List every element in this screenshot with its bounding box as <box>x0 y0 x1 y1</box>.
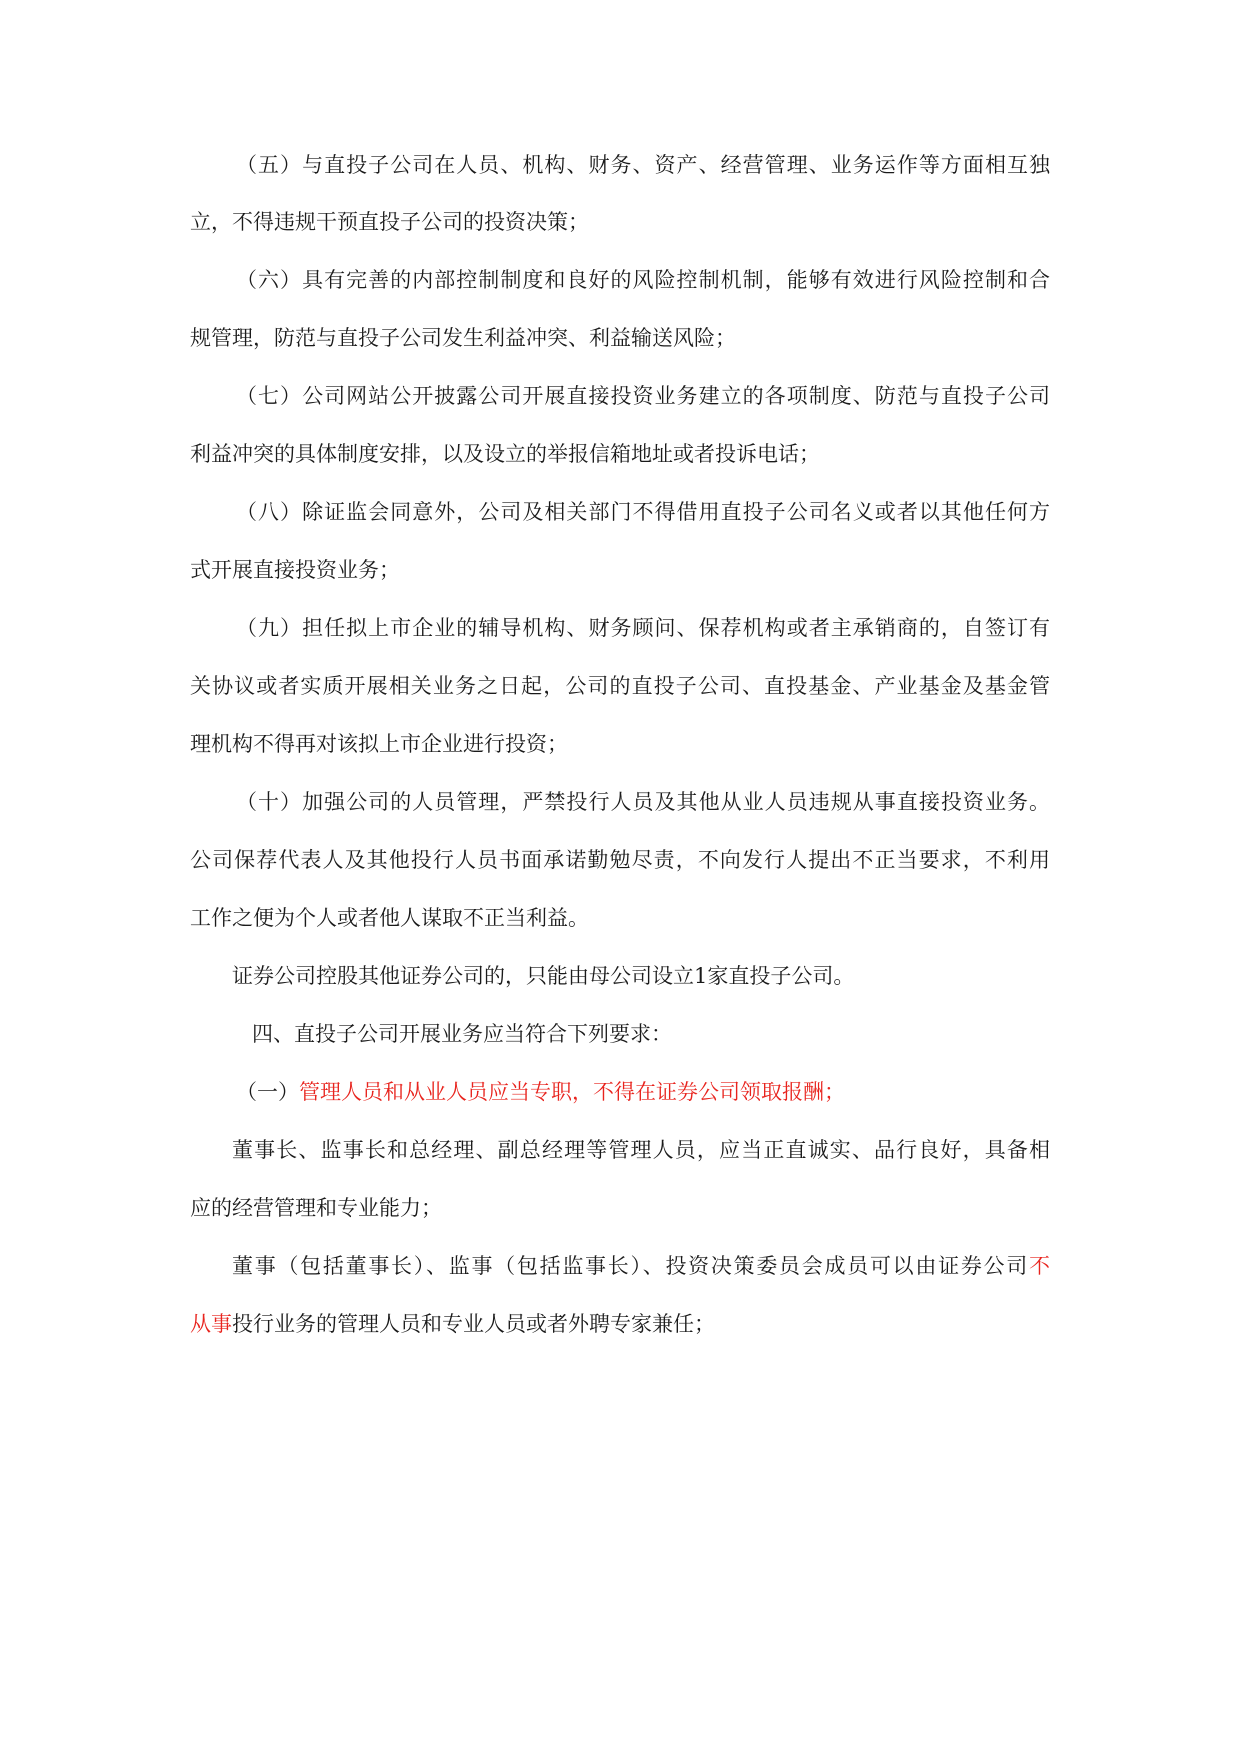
requirement-1 <box>236 1079 1050 1105</box>
managers-line-2: 应的经营管理和专业能力； <box>190 1196 442 1220</box>
item-5-line-2: 立，不得违规干预直投子公司的投资决策； <box>190 210 589 234</box>
item-8-line-1: （八）除证监会同意外，公司及相关部门不得借用直投子公司名义或者以其他任何方 <box>236 500 1050 524</box>
requirement-1-prefix: （一） <box>236 1080 299 1104</box>
directors-line-2-highlight: 从事 <box>190 1312 232 1336</box>
requirement-1-highlight: 管理人员和从业人员应当专职，不得在证券公司领取报酬； <box>299 1080 845 1104</box>
directors-line-1-highlight: 不 <box>1029 1254 1050 1278</box>
item-9-line-2: 关协议或者实质开展相关业务之日起，公司的直投子公司、直投基金、产业基金及基金管 <box>190 674 1050 698</box>
item-10-line-1: （十）加强公司的人员管理，严禁投行人员及其他从业人员违规从事直接投资业务。 <box>236 790 1050 814</box>
directors-line-2-text: 投行业务的管理人员和专业人员或者外聘专家兼任； <box>232 1312 715 1336</box>
managers-line-1: 董事长、监事长和总经理、副总经理等管理人员，应当正直诚实、品行良好，具备相 <box>232 1138 1050 1162</box>
directors-line-1-text: 董事（包括董事长）、监事（包括监事长）、投资决策委员会成员可以由证券公司 <box>232 1254 1029 1278</box>
item-9-line-3: 理机构不得再对该拟上市企业进行投资； <box>190 732 568 756</box>
item-9-line-1: （九）担任拟上市企业的辅导机构、财务顾问、保荐机构或者主承销商的，自签订有 <box>236 616 1050 640</box>
item-7-line-1: （七）公司网站公开披露公司开展直接投资业务建立的各项制度、防范与直投子公司 <box>236 384 1050 408</box>
item-5-line-1: （五）与直投子公司在人员、机构、财务、资产、经营管理、业务运作等方面相互独 <box>236 153 1050 177</box>
item-8-line-2: 式开展直接投资业务； <box>190 558 400 582</box>
holding-note: 证券公司控股其他证券公司的，只能由母公司设立1家直投子公司。 <box>232 964 855 988</box>
directors-line-1 <box>232 1253 1050 1279</box>
section-4-heading: 四、直投子公司开展业务应当符合下列要求： <box>252 1022 672 1046</box>
item-10-line-2: 公司保荐代表人及其他投行人员书面承诺勤勉尽责，不向发行人提出不正当要求，不利用 <box>190 848 1050 872</box>
item-10-line-3: 工作之便为个人或者他人谋取不正当利益。 <box>190 906 589 930</box>
directors-line-2 <box>190 1311 1050 1337</box>
item-6-line-2: 规管理，防范与直投子公司发生利益冲突、利益输送风险； <box>190 326 736 350</box>
item-6-line-1: （六）具有完善的内部控制制度和良好的风险控制机制，能够有效进行风险控制和合 <box>236 268 1050 292</box>
item-7-line-2: 利益冲突的具体制度安排，以及设立的举报信箱地址或者投诉电话； <box>190 442 820 466</box>
